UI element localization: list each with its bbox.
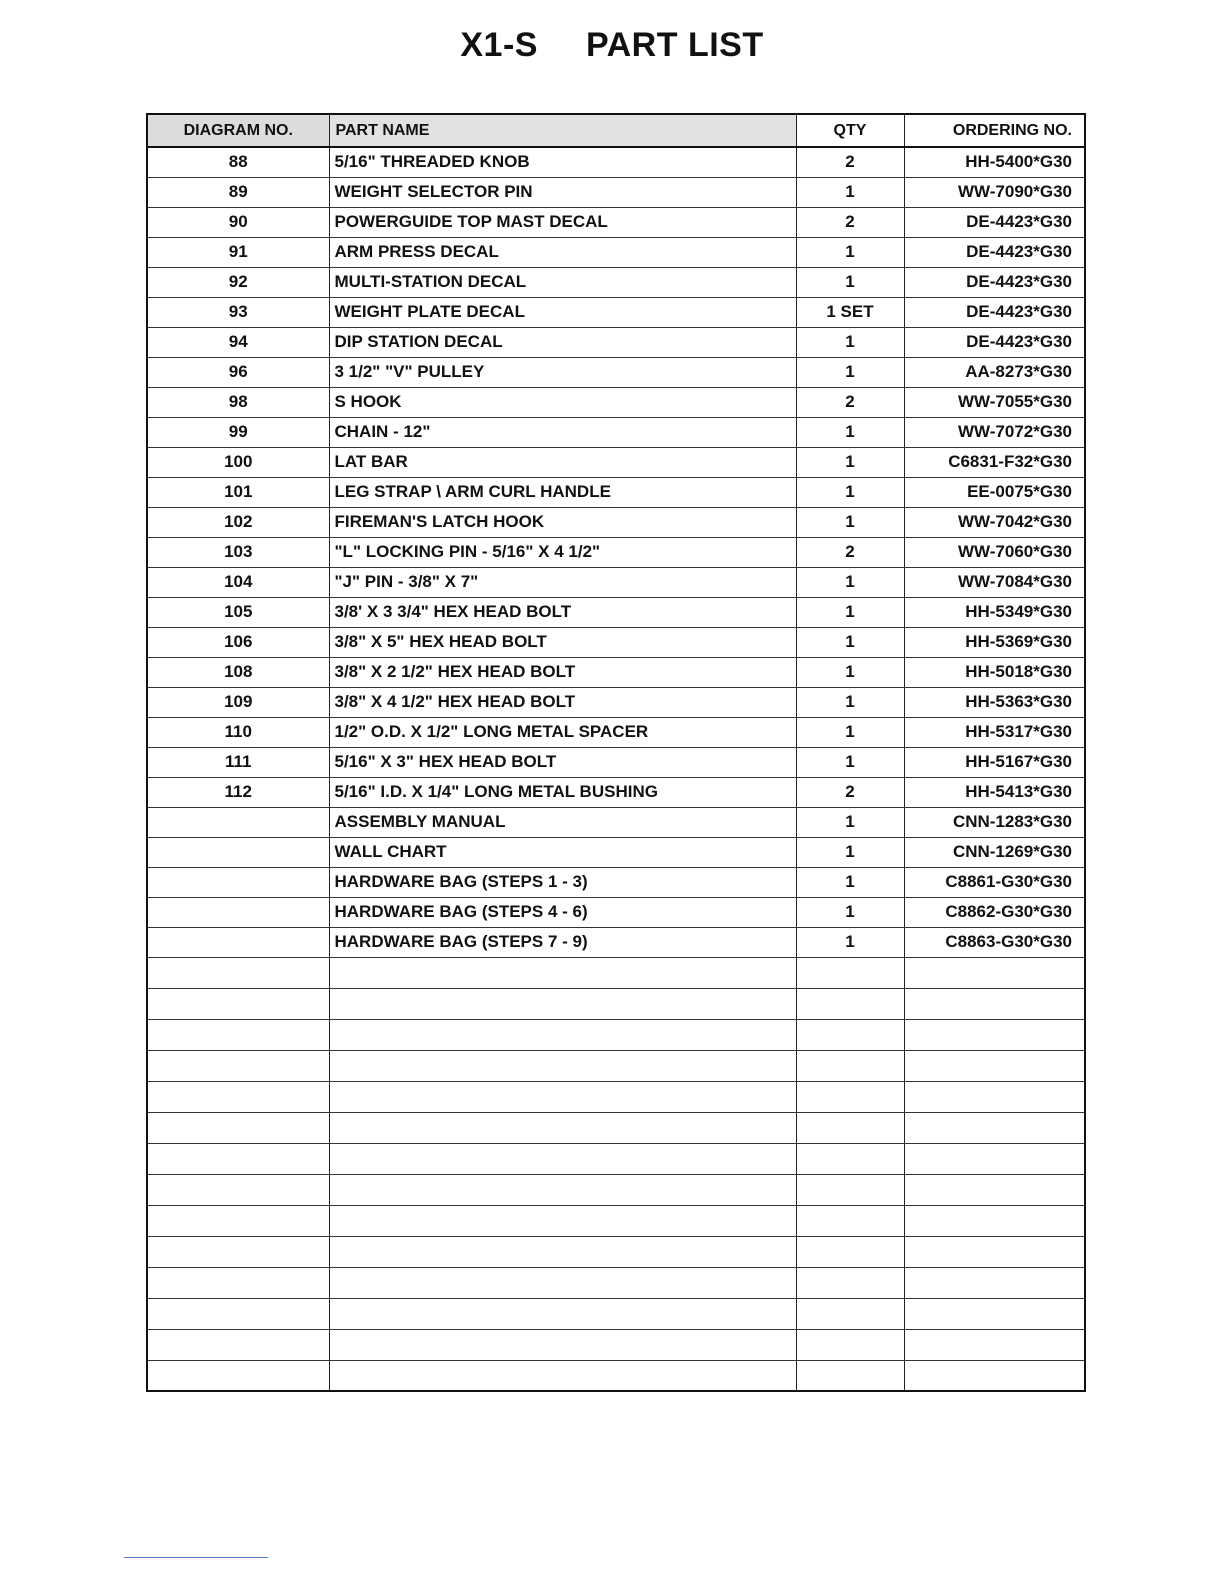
empty-cell	[329, 1112, 796, 1143]
cell-ordering-no: C6831-F32*G30	[904, 447, 1085, 477]
empty-cell	[329, 957, 796, 988]
cell-part-name: HARDWARE BAG (STEPS 4 - 6)	[329, 897, 796, 927]
cell-part-name: 5/16" I.D. X 1/4" LONG METAL BUSHING	[329, 777, 796, 807]
cell-part-name: 3/8' X 3 3/4" HEX HEAD BOLT	[329, 597, 796, 627]
cell-part-name: 5/16" X 3" HEX HEAD BOLT	[329, 747, 796, 777]
table-row	[147, 627, 1085, 657]
cell-part-name: POWERGUIDE TOP MAST DECAL	[329, 207, 796, 237]
cell-qty: 1	[796, 807, 904, 837]
cell-diagram-no: 101	[147, 477, 329, 507]
header-qty: QTY	[796, 114, 904, 147]
table-row	[147, 417, 1085, 447]
table-row	[147, 867, 1085, 897]
cell-part-name: MULTI-STATION DECAL	[329, 267, 796, 297]
empty-cell	[796, 1112, 904, 1143]
cell-qty: 1	[796, 327, 904, 357]
table-row	[147, 537, 1085, 567]
empty-cell	[904, 988, 1085, 1019]
empty-cell	[147, 1081, 329, 1112]
cell-ordering-no: HH-5400*G30	[904, 147, 1085, 177]
cell-part-name: 3 1/2" "V" PULLEY	[329, 357, 796, 387]
empty-table-row	[147, 1112, 1085, 1143]
empty-cell	[329, 1050, 796, 1081]
cell-qty: 1	[796, 237, 904, 267]
empty-cell	[904, 1298, 1085, 1329]
empty-cell	[796, 1329, 904, 1360]
cell-part-name: WEIGHT SELECTOR PIN	[329, 177, 796, 207]
empty-cell	[796, 1050, 904, 1081]
cell-qty: 1	[796, 447, 904, 477]
table-row	[147, 717, 1085, 747]
empty-cell	[147, 1174, 329, 1205]
table-header	[147, 114, 1085, 147]
cell-part-name: CHAIN - 12"	[329, 417, 796, 447]
cell-ordering-no: WW-7060*G30	[904, 537, 1085, 567]
cell-diagram-no: 100	[147, 447, 329, 477]
table-row	[147, 237, 1085, 267]
table-row	[147, 447, 1085, 477]
empty-cell	[329, 1360, 796, 1391]
empty-table-row	[147, 1050, 1085, 1081]
cell-qty: 1	[796, 177, 904, 207]
empty-cell	[329, 1174, 796, 1205]
cell-qty: 1	[796, 717, 904, 747]
cell-qty: 1	[796, 687, 904, 717]
table-row	[147, 597, 1085, 627]
cell-diagram-no: 94	[147, 327, 329, 357]
cell-part-name: 3/8" X 4 1/2" HEX HEAD BOLT	[329, 687, 796, 717]
cell-qty: 1	[796, 927, 904, 957]
empty-table-row	[147, 988, 1085, 1019]
cell-part-name: HARDWARE BAG (STEPS 7 - 9)	[329, 927, 796, 957]
page-title	[0, 26, 1224, 65]
empty-table-row	[147, 1174, 1085, 1205]
cell-qty: 2	[796, 537, 904, 567]
cell-qty: 2	[796, 777, 904, 807]
table-row	[147, 147, 1085, 177]
cell-qty: 1	[796, 507, 904, 537]
cell-ordering-no: DE-4423*G30	[904, 327, 1085, 357]
empty-table-row	[147, 1236, 1085, 1267]
cell-diagram-no: 108	[147, 657, 329, 687]
empty-cell	[147, 1112, 329, 1143]
empty-cell	[796, 988, 904, 1019]
empty-cell	[796, 1298, 904, 1329]
table-row	[147, 687, 1085, 717]
cell-diagram-no: 90	[147, 207, 329, 237]
cell-ordering-no: CNN-1283*G30	[904, 807, 1085, 837]
table-row	[147, 747, 1085, 777]
table-row	[147, 357, 1085, 387]
empty-cell	[796, 1205, 904, 1236]
cell-qty: 1 SET	[796, 297, 904, 327]
cell-qty: 1	[796, 747, 904, 777]
cell-part-name: 5/16" THREADED KNOB	[329, 147, 796, 177]
cell-qty: 1	[796, 627, 904, 657]
empty-cell	[904, 1205, 1085, 1236]
cell-diagram-no: 105	[147, 597, 329, 627]
cell-ordering-no: HH-5369*G30	[904, 627, 1085, 657]
cell-ordering-no: HH-5413*G30	[904, 777, 1085, 807]
cell-part-name: HARDWARE BAG (STEPS 1 - 3)	[329, 867, 796, 897]
empty-table-row	[147, 1267, 1085, 1298]
table-row	[147, 267, 1085, 297]
empty-cell	[329, 1143, 796, 1174]
empty-cell	[147, 1205, 329, 1236]
table-row	[147, 897, 1085, 927]
cell-diagram-no	[147, 897, 329, 927]
cell-qty: 1	[796, 897, 904, 927]
empty-cell	[147, 957, 329, 988]
empty-cell	[147, 1329, 329, 1360]
cell-part-name: ASSEMBLY MANUAL	[329, 807, 796, 837]
empty-cell	[329, 1267, 796, 1298]
empty-cell	[796, 957, 904, 988]
empty-cell	[796, 1174, 904, 1205]
empty-table-row	[147, 1019, 1085, 1050]
cell-qty: 1	[796, 837, 904, 867]
cell-diagram-no: 102	[147, 507, 329, 537]
cell-part-name: "J" PIN - 3/8" X 7"	[329, 567, 796, 597]
empty-table-row	[147, 1360, 1085, 1391]
empty-table-row	[147, 1143, 1085, 1174]
cell-part-name: WALL CHART	[329, 837, 796, 867]
cell-diagram-no: 93	[147, 297, 329, 327]
cell-ordering-no: EE-0075*G30	[904, 477, 1085, 507]
empty-cell	[796, 1267, 904, 1298]
table-row	[147, 807, 1085, 837]
empty-cell	[904, 1112, 1085, 1143]
cell-ordering-no: DE-4423*G30	[904, 207, 1085, 237]
cell-ordering-no: C8863-G30*G30	[904, 927, 1085, 957]
table-row	[147, 927, 1085, 957]
cell-part-name: S HOOK	[329, 387, 796, 417]
cell-part-name: ARM PRESS DECAL	[329, 237, 796, 267]
cell-ordering-no: DE-4423*G30	[904, 297, 1085, 327]
cell-diagram-no: 109	[147, 687, 329, 717]
cell-ordering-no: WW-7084*G30	[904, 567, 1085, 597]
empty-cell	[147, 1298, 329, 1329]
table-row	[147, 297, 1085, 327]
cell-diagram-no	[147, 837, 329, 867]
cell-diagram-no: 111	[147, 747, 329, 777]
empty-cell	[904, 1019, 1085, 1050]
cell-part-name: FIREMAN'S LATCH HOOK	[329, 507, 796, 537]
empty-cell	[329, 1081, 796, 1112]
empty-cell	[147, 1267, 329, 1298]
cell-qty: 1	[796, 477, 904, 507]
table-row	[147, 657, 1085, 687]
cell-ordering-no: HH-5317*G30	[904, 717, 1085, 747]
cell-ordering-no: C8861-G30*G30	[904, 867, 1085, 897]
table-row	[147, 777, 1085, 807]
cell-ordering-no: WW-7042*G30	[904, 507, 1085, 537]
cell-qty: 2	[796, 207, 904, 237]
table-body	[147, 147, 1085, 1391]
empty-cell	[904, 1174, 1085, 1205]
empty-table-row	[147, 1298, 1085, 1329]
empty-cell	[796, 1143, 904, 1174]
cell-qty: 1	[796, 597, 904, 627]
empty-table-row	[147, 1205, 1085, 1236]
cell-ordering-no: WW-7090*G30	[904, 177, 1085, 207]
cell-ordering-no: HH-5349*G30	[904, 597, 1085, 627]
empty-cell	[904, 1081, 1085, 1112]
cell-part-name: DIP STATION DECAL	[329, 327, 796, 357]
cell-ordering-no: WW-7072*G30	[904, 417, 1085, 447]
cell-diagram-no	[147, 807, 329, 837]
cell-part-name: WEIGHT PLATE DECAL	[329, 297, 796, 327]
empty-cell	[329, 1329, 796, 1360]
cell-part-name: 3/8" X 2 1/2" HEX HEAD BOLT	[329, 657, 796, 687]
cell-qty: 2	[796, 147, 904, 177]
table-row	[147, 507, 1085, 537]
empty-cell	[147, 1236, 329, 1267]
empty-cell	[147, 1360, 329, 1391]
title-model: X1-S	[460, 26, 538, 64]
empty-cell	[904, 1236, 1085, 1267]
cell-ordering-no: C8862-G30*G30	[904, 897, 1085, 927]
cell-diagram-no: 98	[147, 387, 329, 417]
cell-diagram-no: 106	[147, 627, 329, 657]
cell-ordering-no: HH-5363*G30	[904, 687, 1085, 717]
table-row	[147, 567, 1085, 597]
empty-table-row	[147, 1081, 1085, 1112]
empty-cell	[147, 1143, 329, 1174]
table-row	[147, 837, 1085, 867]
empty-table-row	[147, 957, 1085, 988]
empty-cell	[904, 1267, 1085, 1298]
cell-diagram-no: 96	[147, 357, 329, 387]
cell-qty: 1	[796, 267, 904, 297]
empty-cell	[904, 1360, 1085, 1391]
title-text: PART LIST	[585, 26, 764, 64]
cell-diagram-no: 88	[147, 147, 329, 177]
cell-part-name: 3/8" X 5" HEX HEAD BOLT	[329, 627, 796, 657]
cell-qty: 2	[796, 387, 904, 417]
cell-part-name: "L" LOCKING PIN - 5/16" X 4 1/2"	[329, 537, 796, 567]
table-row	[147, 207, 1085, 237]
empty-cell	[329, 988, 796, 1019]
cell-qty: 1	[796, 357, 904, 387]
empty-cell	[329, 1205, 796, 1236]
cell-ordering-no: DE-4423*G30	[904, 267, 1085, 297]
empty-cell	[329, 1298, 796, 1329]
empty-cell	[147, 988, 329, 1019]
table-row	[147, 177, 1085, 207]
empty-cell	[329, 1236, 796, 1267]
cell-diagram-no: 110	[147, 717, 329, 747]
empty-cell	[904, 1329, 1085, 1360]
empty-cell	[796, 1360, 904, 1391]
cell-diagram-no	[147, 867, 329, 897]
cell-diagram-no	[147, 927, 329, 957]
cell-part-name: LEG STRAP \ ARM CURL HANDLE	[329, 477, 796, 507]
cell-diagram-no: 99	[147, 417, 329, 447]
parts-table	[146, 113, 1086, 1392]
cell-part-name: LAT BAR	[329, 447, 796, 477]
empty-cell	[147, 1050, 329, 1081]
table-row	[147, 327, 1085, 357]
cell-ordering-no: AA-8273*G30	[904, 357, 1085, 387]
cell-diagram-no: 89	[147, 177, 329, 207]
header-part-name: PART NAME	[329, 114, 796, 147]
table-row	[147, 477, 1085, 507]
cell-ordering-no: WW-7055*G30	[904, 387, 1085, 417]
cell-diagram-no: 103	[147, 537, 329, 567]
cell-qty: 1	[796, 417, 904, 447]
empty-cell	[329, 1019, 796, 1050]
empty-cell	[904, 957, 1085, 988]
header-diagram-no: DIAGRAM NO.	[147, 114, 329, 147]
cell-qty: 1	[796, 567, 904, 597]
header-row	[147, 114, 1085, 147]
empty-cell	[904, 1143, 1085, 1174]
cell-diagram-no: 91	[147, 237, 329, 267]
empty-cell	[796, 1081, 904, 1112]
cell-qty: 1	[796, 657, 904, 687]
empty-table-row	[147, 1329, 1085, 1360]
cell-ordering-no: HH-5167*G30	[904, 747, 1085, 777]
cell-diagram-no: 92	[147, 267, 329, 297]
empty-cell	[796, 1019, 904, 1050]
empty-cell	[904, 1050, 1085, 1081]
header-ordering-no: ORDERING NO.	[904, 114, 1085, 147]
empty-cell	[796, 1236, 904, 1267]
cell-ordering-no: CNN-1269*G30	[904, 837, 1085, 867]
cell-diagram-no: 112	[147, 777, 329, 807]
cell-ordering-no: DE-4423*G30	[904, 237, 1085, 267]
cell-diagram-no: 104	[147, 567, 329, 597]
cell-ordering-no: HH-5018*G30	[904, 657, 1085, 687]
cell-qty: 1	[796, 867, 904, 897]
empty-cell	[147, 1019, 329, 1050]
table-row	[147, 387, 1085, 417]
cell-part-name: 1/2" O.D. X 1/2" LONG METAL SPACER	[329, 717, 796, 747]
footer-rule	[124, 1557, 268, 1558]
